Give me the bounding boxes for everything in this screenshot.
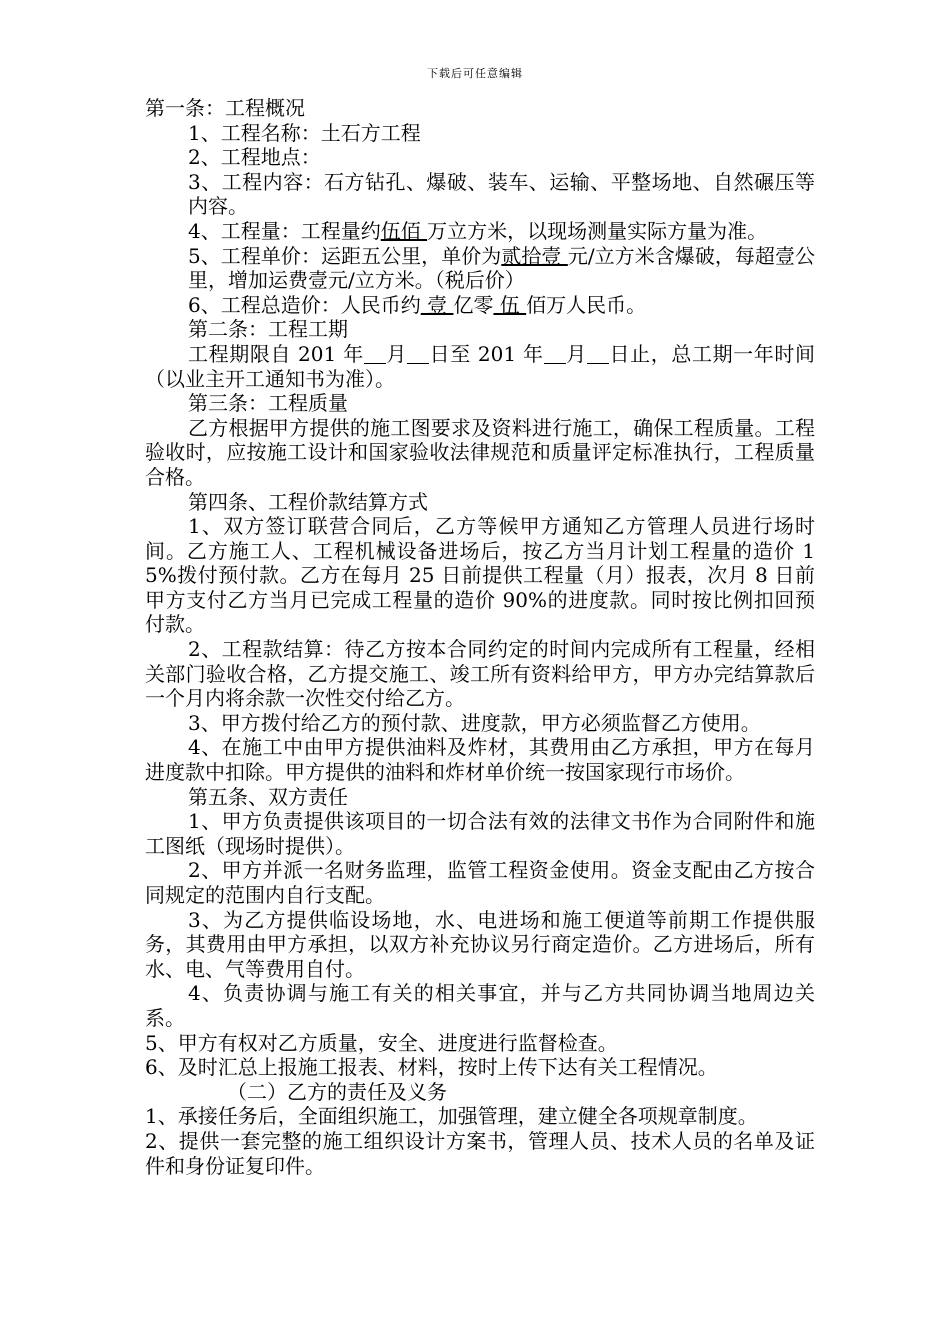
page-header: 下载后可任意编辑 xyxy=(427,67,523,80)
total-cost-value-2: 伍 xyxy=(493,292,527,317)
blank-day-start xyxy=(407,344,429,364)
schedule-text: 工程期限自 201 年 月 日至 201 年 月 日止，总工期一年时间（以业主开工通知书为准）。 xyxy=(145,341,816,391)
responsibility-a-6: 6、及时汇总上报施工报表、材料，按时上传下达有关工程情况。 xyxy=(145,1055,718,1080)
blank-day-end xyxy=(587,344,609,364)
project-unit-price: 5、工程单价：运距五公里，单价为贰拾壹 元/立方米含爆破，每超壹公里，增加运费壹元/立方米。（税后价） xyxy=(188,243,815,293)
document-body xyxy=(145,96,815,1178)
unit-price-value: 贰拾壹 xyxy=(501,243,568,268)
blank-month-start xyxy=(364,344,386,364)
payment-clause-2: 2、工程款结算：待乙方按本合同约定的时间内完成所有工程量，经相关部门验收合格，乙方提交施工、竣工所有资料给甲方，甲方办完结算款后一个月内将余款一次性交付给乙方。 xyxy=(145,637,815,711)
quality-text: 乙方根据甲方提供的施工图要求及资料进行施工，确保工程质量。工程验收时，应按施工设计和国家验收法律规范和质量评定标准执行，工程质量合格。 xyxy=(145,415,815,489)
article-3-heading: 第三条：工程质量 xyxy=(188,391,348,416)
section-b-heading: （二）乙方的责任及义务 xyxy=(227,1079,447,1104)
payment-clause-3: 3、甲方拨付给乙方的预付款、进度款，甲方必须监督乙方使用。 xyxy=(188,710,761,735)
article-5-heading: 第五条、双方责任 xyxy=(188,784,348,809)
responsibility-a-3: 3、为乙方提供临设场地，水、电进场和施工便道等前期工作提供服务，其费用由甲方承担，以双方补充协议另行商定造价。乙方进场后，所有水、电、气等费用自付。 xyxy=(145,907,815,981)
responsibility-a-1: 1、甲方负责提供该项目的一切合法有效的法律文书作为合同附件和施工图纸（现场时提供）。 xyxy=(145,809,815,858)
responsibility-a-5: 5、甲方有权对乙方质量，安全、进度进行监督检查。 xyxy=(145,1030,618,1055)
article-4-heading: 第四条、工程价款结算方式 xyxy=(188,489,428,514)
project-location: 2、工程地点： xyxy=(188,145,321,170)
project-name: 1、工程名称：土石方工程 xyxy=(188,120,421,145)
responsibility-a-2: 2、甲方并派一名财务监理，监管工程资金使用。资金支配由乙方按合同规定的范围内自行支配。 xyxy=(145,858,815,907)
project-quantity: 4、工程量：工程量约伍佰 万立方米，以现场测量实际方量为准。 xyxy=(188,218,768,243)
total-cost-value-1: 壹 xyxy=(420,292,454,317)
responsibility-b-1: 1、承接任务后，全面组织施工，加强管理，建立健全各项规章制度。 xyxy=(145,1104,758,1129)
quantity-value: 伍佰 xyxy=(380,218,428,243)
project-content: 3、工程内容：石方钻孔、爆破、装车、运输、平整场地、自然碾压等内容。 xyxy=(188,169,815,219)
article-1-heading: 第一条：工程概况 xyxy=(145,96,305,120)
responsibility-b-2: 2、提供一套完整的施工组织设计方案书，管理人员、技术人员的名单及证件和身份证复印件。 xyxy=(145,1128,815,1178)
payment-clause-4: 4、在施工中由甲方提供油料及炸材，其费用由乙方承担，甲方在每月进度款中扣除。甲方提供的油料和炸材单价统一按国家现行市场价。 xyxy=(145,735,815,785)
article-2-heading: 第二条：工程工期 xyxy=(188,317,348,342)
payment-clause-1: 1、双方签订联营合同后，乙方等候甲方通知乙方管理人员进行场时间。乙方施工人、工程机械设备进场后，按乙方当月计划工程量的造价 15%拨付预付款。乙方在每月 25 日前提供工程量（月）报表，次月 8 日前甲方支付乙方当月已完成工程量的造价 90%的进度款。同时按比例扣回预付款。 xyxy=(145,514,815,637)
blank-month-end xyxy=(544,344,566,364)
responsibility-a-4: 4、负责协调与施工有关的相关事宜，并与乙方共同协调当地周边关系。 xyxy=(145,981,815,1030)
project-total-cost: 6、工程总造价：人民币约 壹 亿零 伍 佰万人民币。 xyxy=(188,292,647,317)
